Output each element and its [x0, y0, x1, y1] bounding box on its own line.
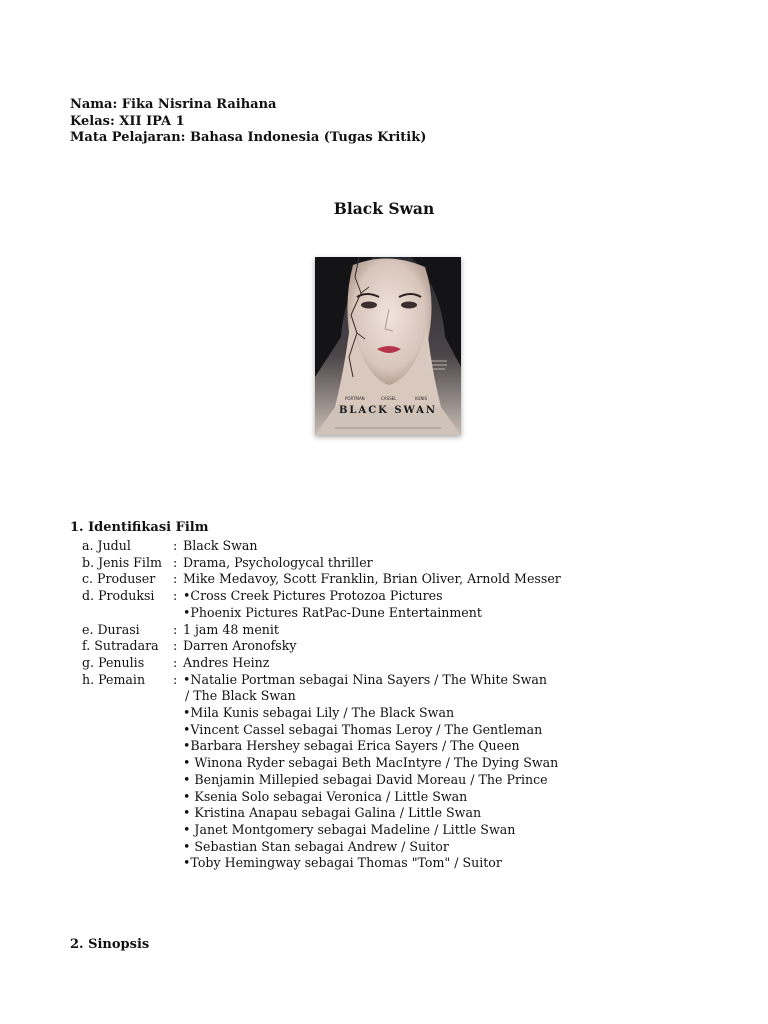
row-label: h. Pemain	[82, 671, 146, 687]
row-judul	[82, 538, 561, 555]
row-durasi	[82, 622, 561, 639]
row-value: Drama, Psychologycal thriller	[183, 554, 373, 570]
row-value: Mike Medavoy, Scott Franklin, Brian Oliver, Arnold Messer	[183, 571, 561, 587]
row-label: g. Penulis	[82, 654, 145, 670]
row-label: a. Judul	[82, 538, 131, 553]
cast-line: / The Black Swan	[185, 688, 296, 704]
subject: Mata Pelajaran: Bahasa Indonesia (Tugas Kritik)	[70, 130, 427, 145]
row-separator: :	[173, 538, 178, 553]
row-separator: :	[173, 621, 178, 637]
cast-line: • Benjamin Millepied sebagai David Moreau / The Prince	[183, 771, 548, 787]
row-penulis	[82, 655, 561, 672]
student-class: Kelas: XII IPA 1	[70, 113, 185, 129]
row-produser	[82, 571, 561, 588]
section-sinopsis-heading: 2. Sinopsis	[70, 937, 150, 952]
row-separator: :	[173, 638, 178, 654]
row-separator: :	[173, 554, 178, 570]
row-produksi	[82, 588, 561, 605]
cast-line: • Winona Ryder sebagai Beth MacIntyre / The Dying Swan	[183, 755, 559, 771]
row-jenis-film	[82, 555, 561, 572]
row-pemain	[82, 672, 561, 689]
row-sutradara	[82, 638, 561, 655]
student-name: Nama: Fika Nisrina Raihana	[70, 97, 277, 112]
row-value: Andres Heinz	[183, 654, 270, 670]
document-title: Black Swan	[333, 199, 435, 218]
row-value: •Natalie Portman sebagai Nina Sayers / The White Swan	[183, 671, 548, 687]
document-header	[70, 97, 426, 147]
cast-line: • Ksenia Solo sebagai Veronica / Little Swan	[183, 788, 468, 804]
cast-line: •Toby Hemingway sebagai Thomas "Tom" / Suitor	[183, 855, 502, 871]
poster-cast-1: PORTMAN	[345, 396, 365, 401]
row-value: Darren Aronofsky	[183, 638, 297, 654]
row-label: b. Jenis Film	[82, 554, 162, 570]
poster-cast-2: CASSEL	[381, 396, 397, 401]
cast-line: •Mila Kunis sebagai Lily / The Black Swan	[183, 705, 455, 721]
row-value: 1 jam 48 menit	[183, 621, 279, 637]
row-separator: :	[173, 571, 178, 587]
row-separator: :	[173, 588, 178, 604]
row-label: e. Durasi	[82, 621, 140, 637]
cast-line: •Vincent Cassel sebagai Thomas Leroy / The Gentleman	[183, 721, 543, 737]
row-label: c. Produser	[82, 571, 156, 587]
movie-poster	[315, 257, 461, 435]
row-label: f. Sutradara	[82, 638, 159, 654]
row-value: •Cross Creek Pictures Protozoa Pictures	[183, 588, 443, 604]
poster-title: BLACK SWAN	[338, 405, 438, 416]
row-separator: :	[173, 671, 178, 687]
row-label: d. Produksi	[82, 588, 155, 604]
cast-line: • Kristina Anapau sebagai Galina / Little Swan	[183, 805, 482, 821]
row-separator: :	[173, 654, 178, 670]
section-identifikasi-heading: 1. Identifikasi Film	[70, 520, 209, 535]
cast-line: • Sebastian Stan sebagai Andrew / Suitor	[183, 838, 449, 854]
identifikasi-list	[82, 538, 561, 872]
row-produksi-continuation: •Phoenix Pictures RatPac-Dune Entertainment	[183, 604, 482, 620]
cast-line: • Janet Montgomery sebagai Madeline / Little Swan	[183, 821, 516, 837]
cast-line: •Barbara Hershey sebagai Erica Sayers / The Queen	[183, 738, 520, 754]
row-value: Black Swan	[183, 538, 258, 553]
poster-cast-3: KUNIS	[415, 396, 428, 401]
